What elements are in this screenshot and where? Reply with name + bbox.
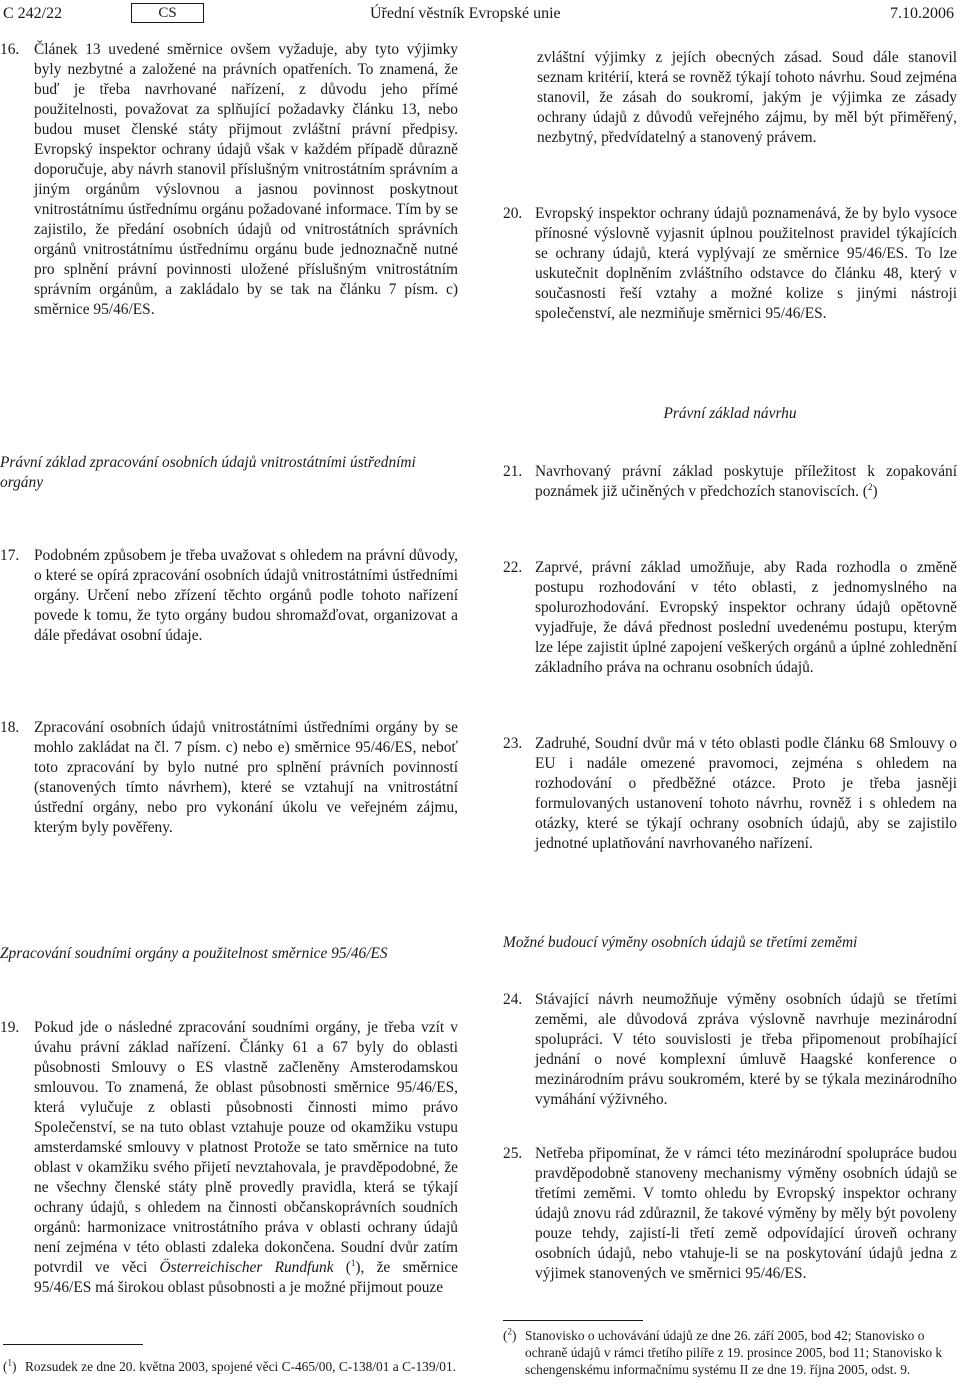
paragraph-text: Navrhovaný právní základ poskytuje příležitost k zopakování poznámek již učiněných v předchozích stanoviscích. ($^2$) xyxy=(535,463,957,500)
paragraph-text: Stávající návrh neumožňuje výměny osobních údajů se třetími zeměmi, ale důvodová zpráva výslovně navrhuje mezinárodní spolupráci. V této souvislosti je třeba připomenout probíhající jednání o nové komplexní úmluvě Haagské konference o mezinárodním právu soukromém, které by se týkala mezinárodního vymáhání výživného. xyxy=(535,991,957,1108)
footnote-divider xyxy=(503,1320,643,1321)
footnote-text: Stanovisko o uchovávání údajů ze dne 26. září 2005, bod 42; Stanovisko o ochraně údajů v rámci třetího pilíře z 19. prosince 2005, bod 11; Stanovisko k schengenskému informačnímu systému II ze dne 19. října 2005, odst. 9. xyxy=(525,1328,943,1377)
page-number: C 242/22 xyxy=(3,5,63,22)
paragraph-number: 21. xyxy=(503,463,523,480)
paragraph-text: Zadruhé, Soudní dvůr má v této oblasti podle článku 68 Smlouvy o EU i nadále omezené pravomoci, zejména s ohledem na rozhodování o předběžné otázce. Proto je třeba jasněji formulovaných ustanovení tohoto návrhu, rovněž i s ohledem na otázky, které se týkají ochrany osobních údajů, aby se zajistilo jednotné uplatňování navrhovaného nařízení. xyxy=(535,735,957,852)
footnote-ref: 2 xyxy=(867,481,873,492)
paragraph-25 xyxy=(503,1144,957,1284)
footnote-2 xyxy=(503,1327,957,1378)
paragraph-19-continued: zvláštní výjimky z jejích obecných zásad. Soud dále stanovil seznam kritérií, která se rovněž týkají tohoto návrhu. Soud zejména stanovil, že zásah do soukromí, jakým je výjimka ze zásady ochrany údajů z důvodů veřejného zájmu, by měl být přiměřený, nezbytný, předvídatelný a stanovený právem. xyxy=(537,49,957,146)
paragraph-20 xyxy=(503,204,957,324)
footnote-mark: ($^1$) xyxy=(3,1357,17,1374)
case-name: Österreichischer Rundfunk xyxy=(159,1259,334,1276)
journal-title: Úřední věstník Evropské unie xyxy=(370,5,561,22)
language-badge: CS xyxy=(131,3,204,23)
footnote-divider xyxy=(3,1344,143,1345)
issue-date: 7.10.2006 xyxy=(890,5,954,22)
section-heading-third-countries: Možné budoucí výměny osobních údajů se třetími zeměmi xyxy=(503,934,858,951)
section-heading-legal-basis-proposal: Právní základ návrhu xyxy=(663,405,797,422)
paragraph-23 xyxy=(503,734,957,854)
paragraph-19 xyxy=(0,1018,458,1298)
paragraph-21 xyxy=(503,462,957,502)
paragraph-16 xyxy=(0,40,458,320)
paragraph-number: 17. xyxy=(0,547,20,564)
paragraph-text: Pokud jde o následné zpracování soudními orgány, je třeba vzít v úvahu právní základ nařízení. Články 61 a 67 byly do oblasti působnosti Smlouvy o ES vlastně začleněny Amsterodamskou smlouvou. To znamená, že oblast působnosti směrnice 95/46/ES, která vylučuje z oblasti působnosti činnosti mimo právo Společenství, se na tuto oblast vztahuje pouze od okamžiku vstupu amsterdamské smlouvy v platnost Protože se tato směrnice na tuto oblast v okamžiku svého přijetí nevztahovala, je pravděpodobné, že ne všechny členské státy plně provedly pravidla, která se týkají ochrany údajů, s ohledem na činnosti občanskoprávních soudních orgánů: harmonizace vnitrostátního práva v oblasti ochrany údajů není zejména v této oblasti zdaleka dokončena. Soudní dvůr zatím potvrdil ve věci Österreichischer Rundfunk ($^1$), že směrnice 95/46/ES má širokou oblast působnosti a je možné přijmout pouze xyxy=(34,1019,458,1296)
paragraph-text: Netřeba připomínat, že v rámci této mezinárodní spolupráce budou pravděpodobně stanoveny mechanismy výměny osobních údajů se třetími zeměmi. V tomto ohledu by Evropský inspektor ochrany údajů znovu rád zdůraznil, že takové výměny by měly být povoleny pouze tehdy, zajistí-li třetí země odpovídající úroveň ochrany osobních údajů, nebo vtahuje-li se na poskytování údajů jedna z výjimek stanovených ve směrnici 95/46/ES. xyxy=(535,1145,957,1282)
footnote-1 xyxy=(3,1358,458,1375)
paragraph-text: Článek 13 uvedené směrnice ovšem vyžaduje, aby tyto výjimky byly nezbytné a založené na právních opatřeních. To znamená, že buď je třeba navrhované nařízení, z důvodu jeho přímé použitelnosti, považovat za splňující požadavky článku 13, nebo budou muset členské státy přijmout zvláštní právní předpisy. Evropský inspektor ochrany údajů však v každém případě důrazně doporučuje, aby návrh stanovil příslušným vnitrostátním správním a jiným orgánům výslovnou a jasnou povinnost poskytnout vnitrostátnímu ústřednímu orgánu požadované informace. Tím by se zajistilo, že předání osobních údajů od vnitrostátních správních orgánů vnitrostátnímu ústřednímu orgánu bude jednoznačně nutné pro splnění právní povinnosti uložené příslušným vnitrostátním správním orgánům, a zakládalo by se tak na článku 7 písm. c) směrnice 95/46/ES. xyxy=(34,41,458,318)
footnote-mark: ($^2$) xyxy=(503,1326,517,1343)
paragraph-number: 20. xyxy=(503,205,523,222)
paragraph-22 xyxy=(503,558,957,678)
paragraph-number: 25. xyxy=(503,1145,523,1162)
paragraph-number: 22. xyxy=(503,559,523,576)
paragraph-number: 19. xyxy=(0,1019,20,1036)
paragraph-18 xyxy=(0,718,458,838)
paragraph-number: 23. xyxy=(503,735,523,752)
paragraph-17 xyxy=(0,546,458,646)
paragraph-24 xyxy=(503,990,957,1110)
paragraph-number: 24. xyxy=(503,991,523,1008)
paragraph-text: Zpracování osobních údajů vnitrostátními ústředními orgány by se mohlo zakládat na čl. 7 písm. c) nebo e) směrnice 95/46/ES, neboť toto zpracování by bylo nutné pro splnění právních povinností (stanovených tímto návrhem), které se vztahují na vnitrostátní ústřední orgány, nebo pro vykonání úkolu ve veřejném zájmu, kterým byly pověřeny. xyxy=(34,719,458,836)
paragraph-text: Zaprvé, právní základ umožňuje, aby Rada rozhodla o změně postupu rozhodování v této oblasti, z jednomyslného na spolurozhodování. Evropský inspektor ochrany údajů opětovně vyjadřuje, že dává přednost poslední uvedenému postupu, kterým lze lépe zajistit úplné zapojení veškerých orgánů a úplné zohlednění základního práva na ochranu osobních údajů. xyxy=(535,559,957,676)
paragraph-number: 18. xyxy=(0,719,20,736)
footnote-text: Rozsudek ze dne 20. května 2003, spojené věci C-465/00, C-138/01 a C-139/01. xyxy=(25,1359,457,1374)
paragraph-text: Podobném způsobem je třeba uvažovat s ohledem na právní důvody, o které se opírá zpracování osobních údajů vnitrostátními ústředními orgány. Určení nebo zřízení těchto orgánů podle tohoto nařízení povede k tomu, že tyto orgány budou shromažďovat, organizovat a dále předávat osobní údaje. xyxy=(34,547,458,644)
section-heading-legal-basis-national: Právní základ zpracování osobních údajů vnitrostátními ústředními orgány xyxy=(0,454,416,491)
paragraph-number: 16. xyxy=(0,41,20,58)
page-header xyxy=(0,4,960,26)
paragraph-text: Evropský inspektor ochrany údajů poznamenává, že by bylo vysoce přínosné výslovně vyjasnit úplnou použitelnost pravidel týkajících se ochrany údajů, která vyplývají ze směrnice 95/46/ES. To lze uskutečnit doplněním zvláštního odstavce do článku 48, který v současnosti řeší vztahy a možné kolize s jinými nástroji společenství, ale nezmiňuje směrnici 95/46/ES. xyxy=(535,205,957,322)
section-heading-judicial-processing: Zpracování soudními orgány a použitelnost směrnice 95/46/ES xyxy=(0,945,388,962)
footnote-ref: 1 xyxy=(350,1257,356,1268)
